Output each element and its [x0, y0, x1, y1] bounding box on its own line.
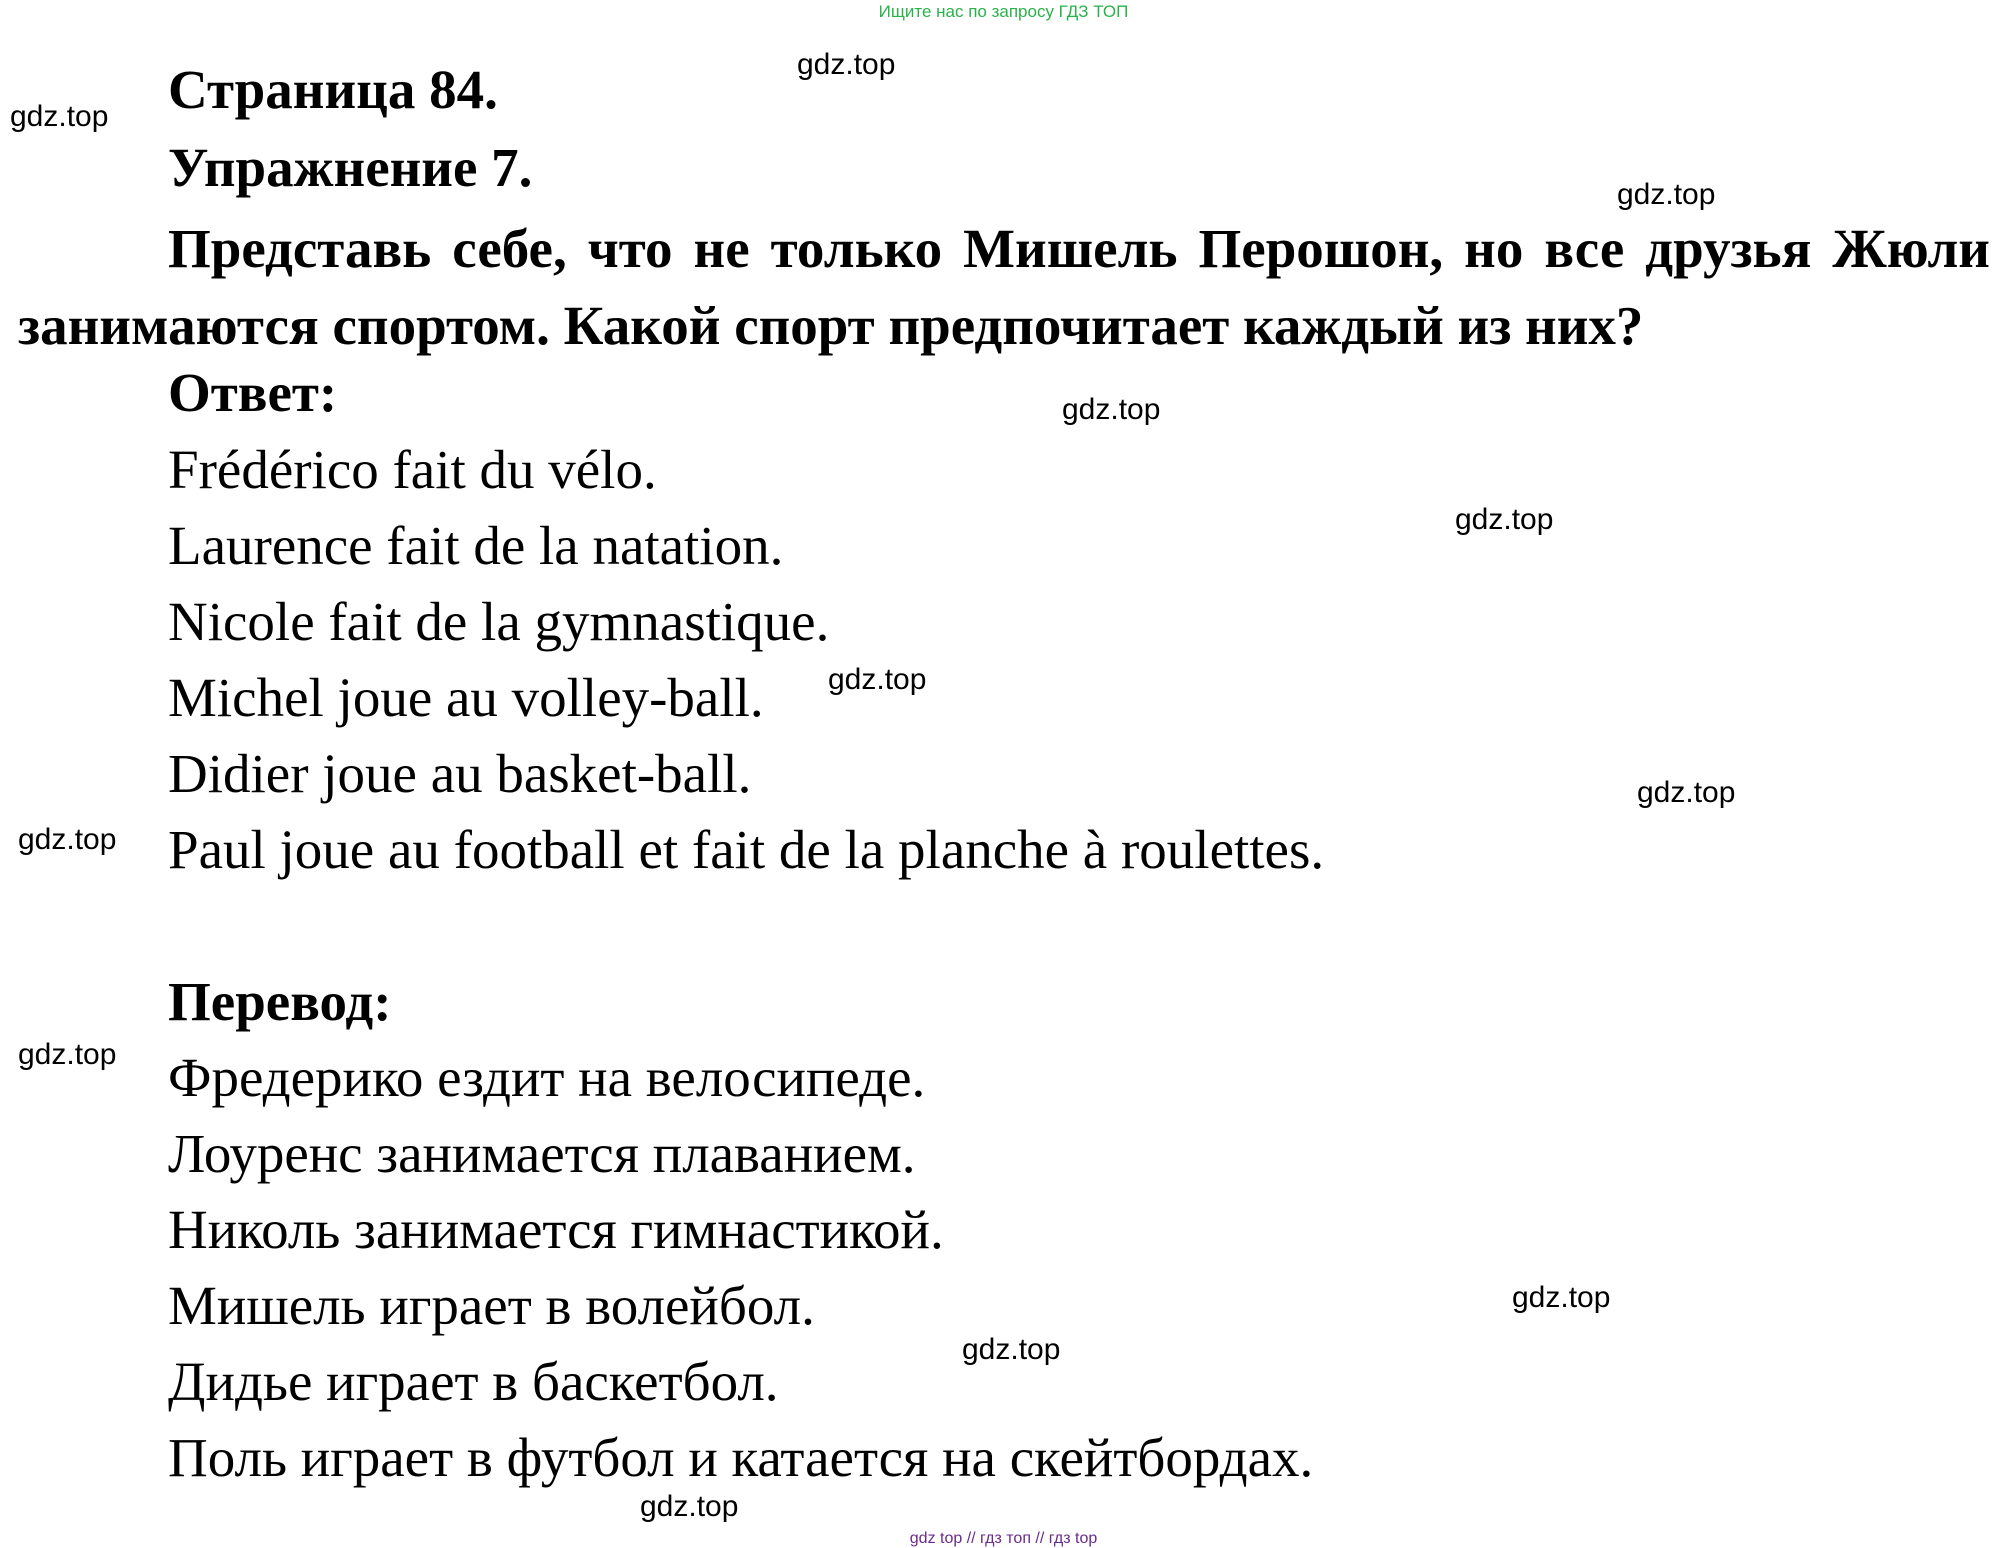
bottom-banner: gdz top // гдз топ // гдз top: [909, 1530, 1098, 1547]
watermark: gdz.top: [1512, 1281, 1611, 1314]
answer-line: Laurence fait de la natation.: [168, 515, 784, 576]
task-text: Представь себе, что не только Мишель Перошон, но все друзья Жюли занимаются спортом. Какой спорт предпочитает каждый из них?: [18, 218, 1990, 356]
translation-line: Николь занимается гимнастикой.: [168, 1199, 944, 1260]
translation-line: Дидье играет в баскетбол.: [168, 1351, 779, 1412]
translation-line: Поль играет в футбол и катается на скейтбордах.: [168, 1427, 1314, 1488]
watermark: gdz.top: [1062, 393, 1161, 426]
answer-line: Paul joue au football et fait de la planche à roulettes.: [168, 819, 1325, 880]
answer-line: Nicole fait de la gymnastique.: [168, 591, 830, 652]
watermark: gdz.top: [1617, 178, 1716, 211]
watermark: gdz.top: [828, 663, 927, 696]
answer-line: Frédérico fait du vélo.: [168, 439, 657, 500]
watermark: gdz.top: [18, 823, 117, 856]
watermark: gdz.top: [962, 1333, 1061, 1366]
answer-label: Ответ:: [168, 362, 338, 423]
watermark: gdz.top: [18, 1038, 117, 1071]
exercise-title: Упражнение 7.: [168, 137, 533, 198]
translation-line: Лоуренс занимается плаванием.: [168, 1123, 916, 1184]
page-title: Страница 84.: [168, 59, 498, 120]
translation-label: Перевод:: [168, 971, 392, 1032]
answer-line: Michel joue au volley-ball.: [168, 667, 764, 728]
watermark: gdz.top: [10, 100, 109, 133]
watermark: gdz.top: [640, 1490, 739, 1523]
top-banner: Ищите нас по запросу ГДЗ ТОП: [878, 2, 1129, 21]
watermark: gdz.top: [797, 48, 896, 81]
answer-line: Didier joue au basket-ball.: [168, 743, 752, 804]
translation-line: Фредерико ездит на велосипеде.: [168, 1047, 926, 1108]
watermark: gdz.top: [1637, 776, 1736, 809]
translation-line: Мишель играет в волейбол.: [168, 1275, 815, 1336]
watermark: gdz.top: [1455, 503, 1554, 536]
